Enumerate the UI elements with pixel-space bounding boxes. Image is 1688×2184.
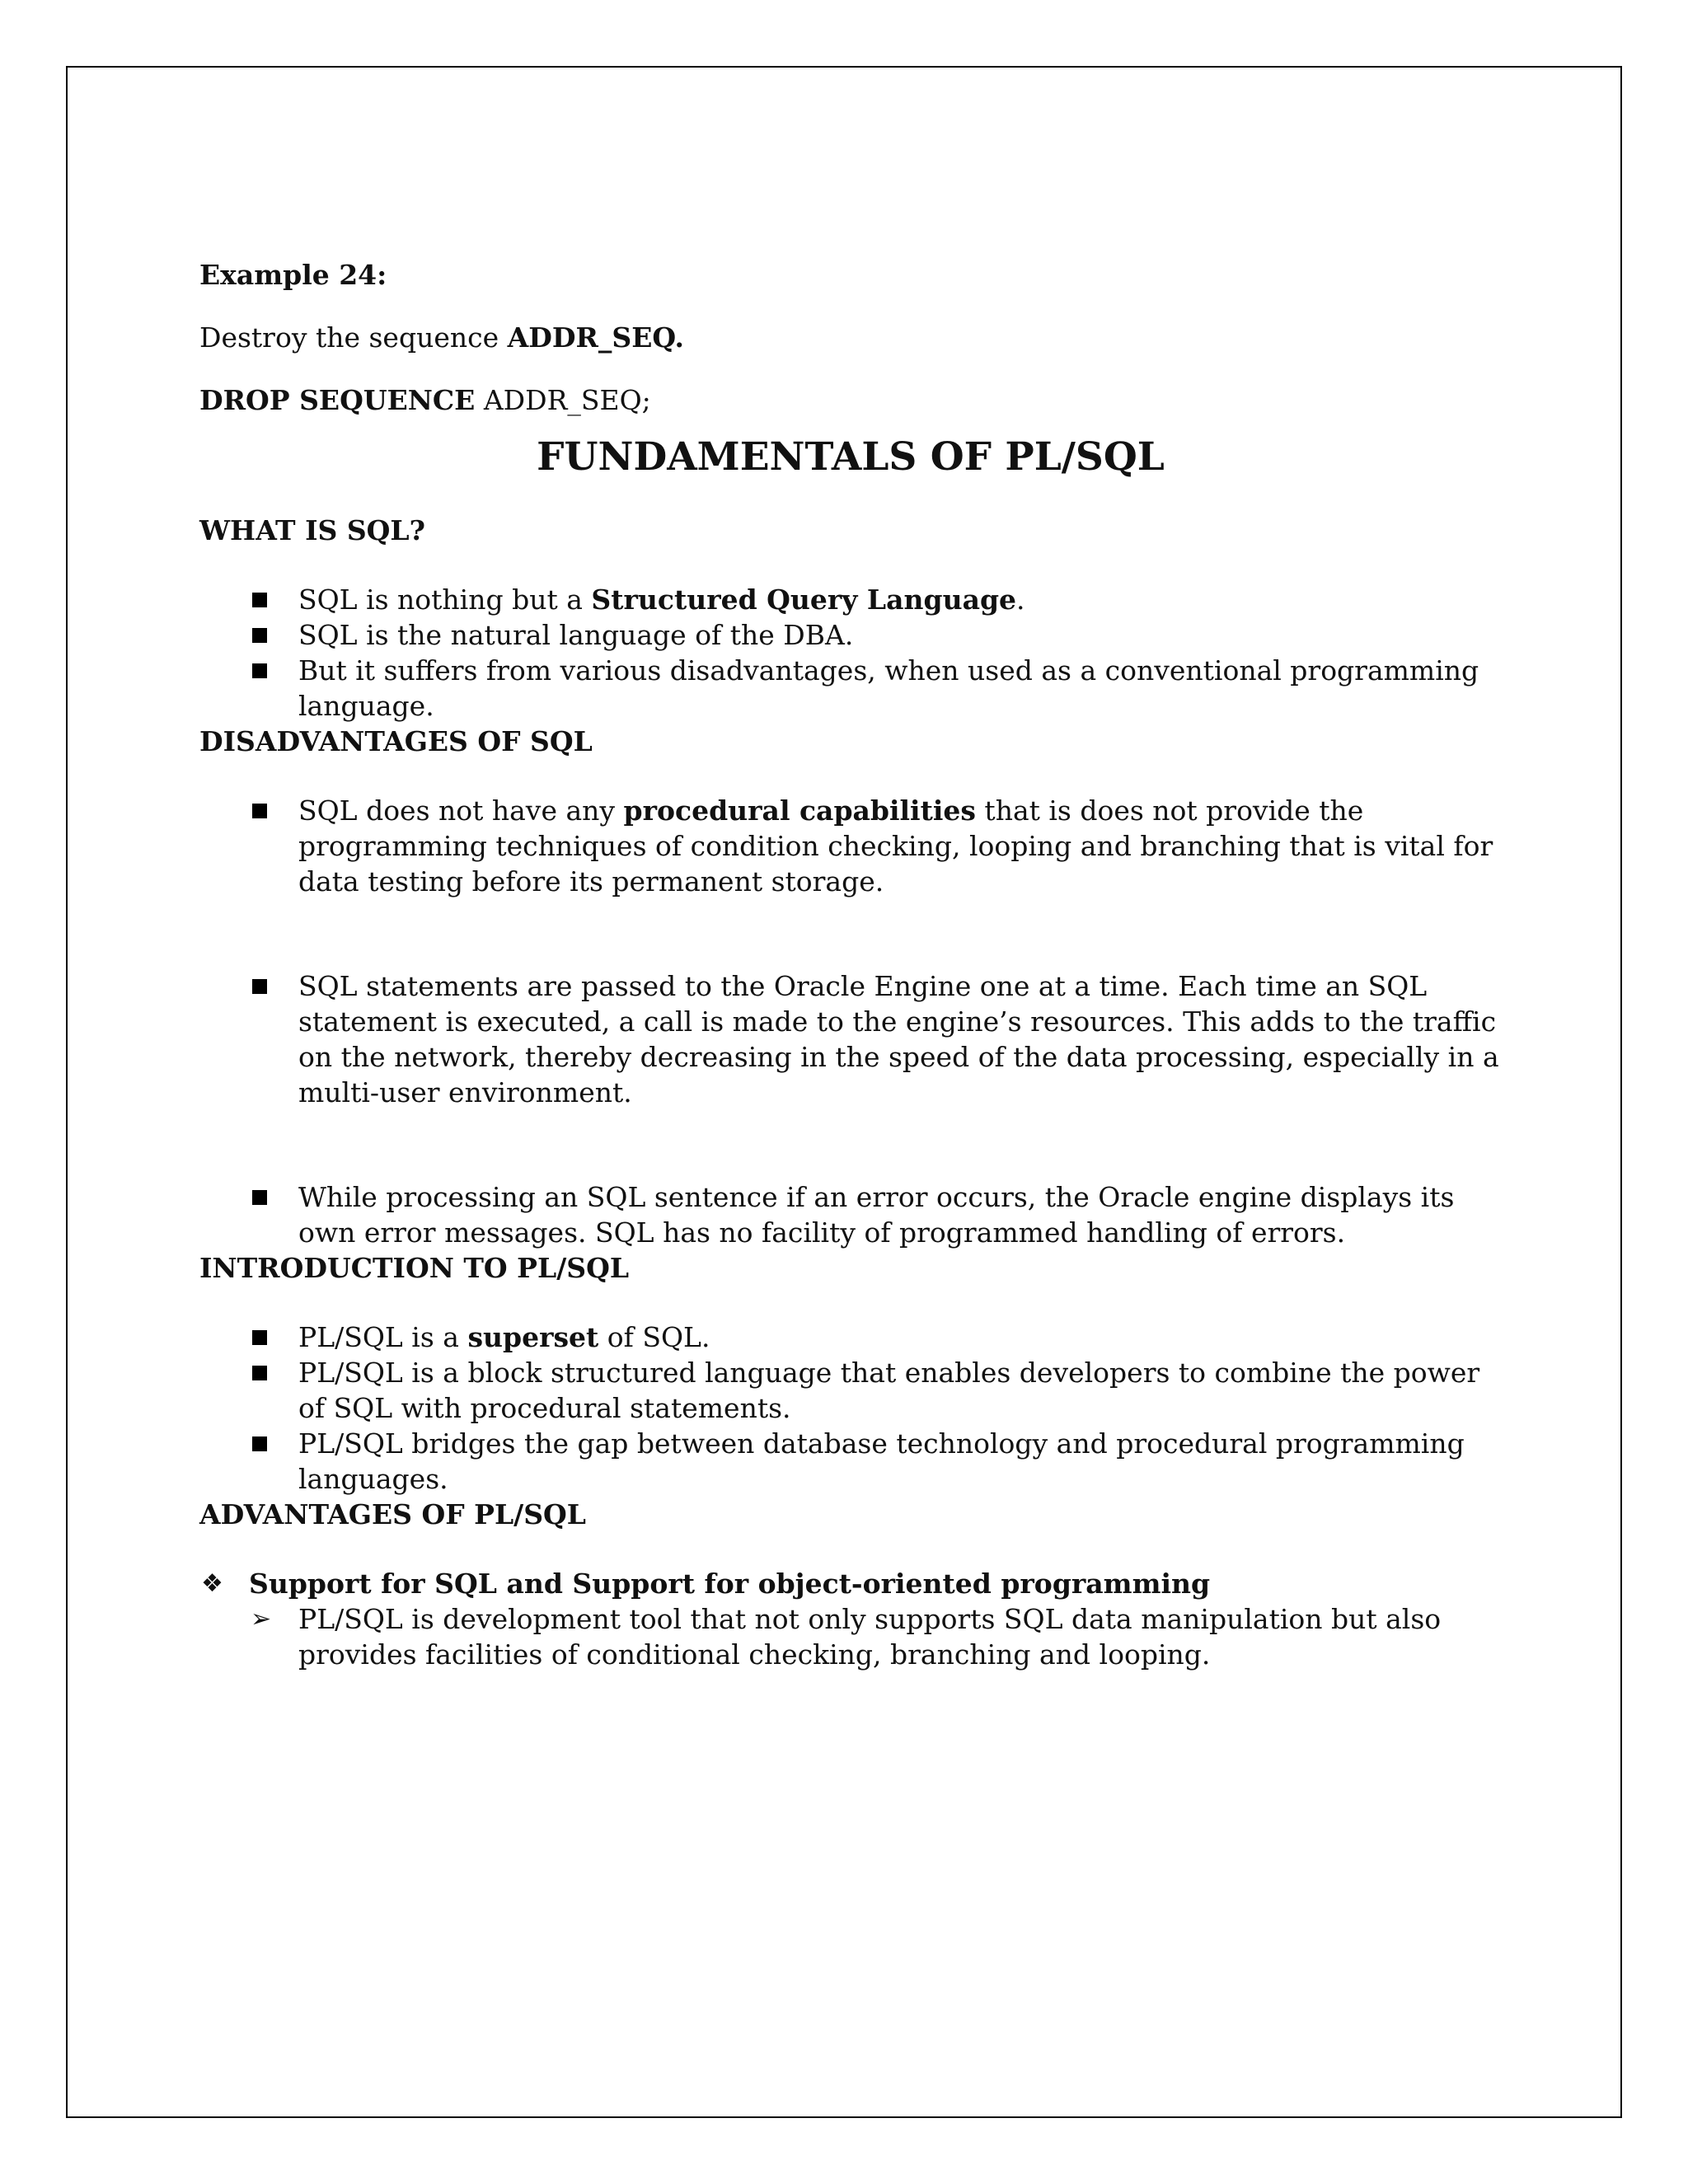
list-item bbox=[199, 1426, 1502, 1497]
item-text: that is does not provide the programming techniques of condition checking, looping and branching that is vital for data testing before its permanent storage. bbox=[298, 794, 1493, 898]
square-bullet-icon bbox=[252, 979, 267, 994]
list-item bbox=[199, 653, 1502, 724]
example-heading: Example 24: bbox=[199, 259, 387, 291]
item-text: But it suffers from various disadvantages, when used as a conventional programming language. bbox=[298, 654, 1479, 722]
list-item bbox=[199, 1355, 1502, 1426]
list-item bbox=[199, 793, 1502, 899]
square-bullet-icon bbox=[252, 1436, 267, 1451]
list-item bbox=[199, 617, 1502, 653]
advantage-point-title: Support for SQL and Support for object-oriented programming bbox=[249, 1568, 1211, 1600]
document-content bbox=[199, 257, 1502, 1672]
diamond-bullet-icon: ❖ bbox=[201, 1569, 223, 1598]
drop-keyword: DROP SEQUENCE bbox=[199, 384, 476, 416]
advantage-point bbox=[199, 1566, 1502, 1601]
list-item bbox=[199, 968, 1502, 1110]
drop-target: ADDR_SEQ; bbox=[475, 384, 651, 416]
item-text: of SQL. bbox=[598, 1321, 710, 1353]
item-text: SQL is nothing but a bbox=[298, 583, 592, 616]
square-bullet-icon bbox=[252, 1190, 267, 1205]
list-item bbox=[199, 1319, 1502, 1355]
item-text: PL/SQL is a block structured language that enables developers to combine the power of SQL with procedural statements. bbox=[298, 1357, 1480, 1424]
sequence-name: ADDR_SEQ. bbox=[507, 321, 684, 354]
item-text: While processing an SQL sentence if an error occurs, the Oracle engine displays its own error messages. SQL has no facility of programmed handling of errors. bbox=[298, 1181, 1455, 1249]
what-is-sql-list bbox=[199, 582, 1502, 724]
advantage-subpoint-text: PL/SQL is development tool that not only supports SQL data manipulation but also provides facilities of conditional checking, branching and looping. bbox=[298, 1603, 1442, 1671]
square-bullet-icon bbox=[252, 593, 267, 607]
section-heading-introduction: INTRODUCTION TO PL/SQL bbox=[199, 1252, 630, 1284]
item-text: SQL is the natural language of the DBA. bbox=[298, 619, 854, 651]
item-bold-text: superset bbox=[467, 1321, 599, 1353]
square-bullet-icon bbox=[252, 804, 267, 818]
item-text: SQL does not have any bbox=[298, 794, 624, 827]
destroy-instruction bbox=[199, 320, 1502, 355]
item-bold-text: procedural capabilities bbox=[623, 794, 976, 827]
section-heading-disadvantages: DISADVANTAGES OF SQL bbox=[199, 725, 593, 757]
item-text: PL/SQL bridges the gap between database technology and procedural programming languages. bbox=[298, 1427, 1465, 1495]
disadvantages-list bbox=[199, 793, 1502, 1250]
item-bold-text: Structured Query Language bbox=[591, 583, 1017, 616]
advantage-subpoint bbox=[199, 1601, 1502, 1672]
item-text: . bbox=[1016, 583, 1025, 616]
arrow-bullet-icon: ➢ bbox=[251, 1605, 272, 1633]
square-bullet-icon bbox=[252, 1330, 267, 1345]
item-text: SQL statements are passed to the Oracle Engine one at a time. Each time an SQL statement is executed, a call is made to the engine’s resources. This adds to the traffic on the network, thereby decreasing in the speed of the data processing, especially in a multi-user environment. bbox=[298, 970, 1499, 1108]
drop-statement bbox=[199, 382, 1502, 418]
square-bullet-icon bbox=[252, 1366, 267, 1380]
section-heading-what-is-sql: WHAT IS SQL? bbox=[199, 514, 425, 546]
page-title: FUNDAMENTALS OF PL/SQL bbox=[537, 434, 1165, 480]
square-bullet-icon bbox=[252, 628, 267, 643]
section-heading-advantages: ADVANTAGES OF PL/SQL bbox=[199, 1498, 586, 1530]
item-text: PL/SQL is a bbox=[298, 1321, 468, 1353]
introduction-list bbox=[199, 1319, 1502, 1497]
list-item bbox=[199, 582, 1502, 617]
destroy-text: Destroy the sequence bbox=[199, 321, 508, 354]
square-bullet-icon bbox=[252, 663, 267, 678]
list-item bbox=[199, 1179, 1502, 1250]
